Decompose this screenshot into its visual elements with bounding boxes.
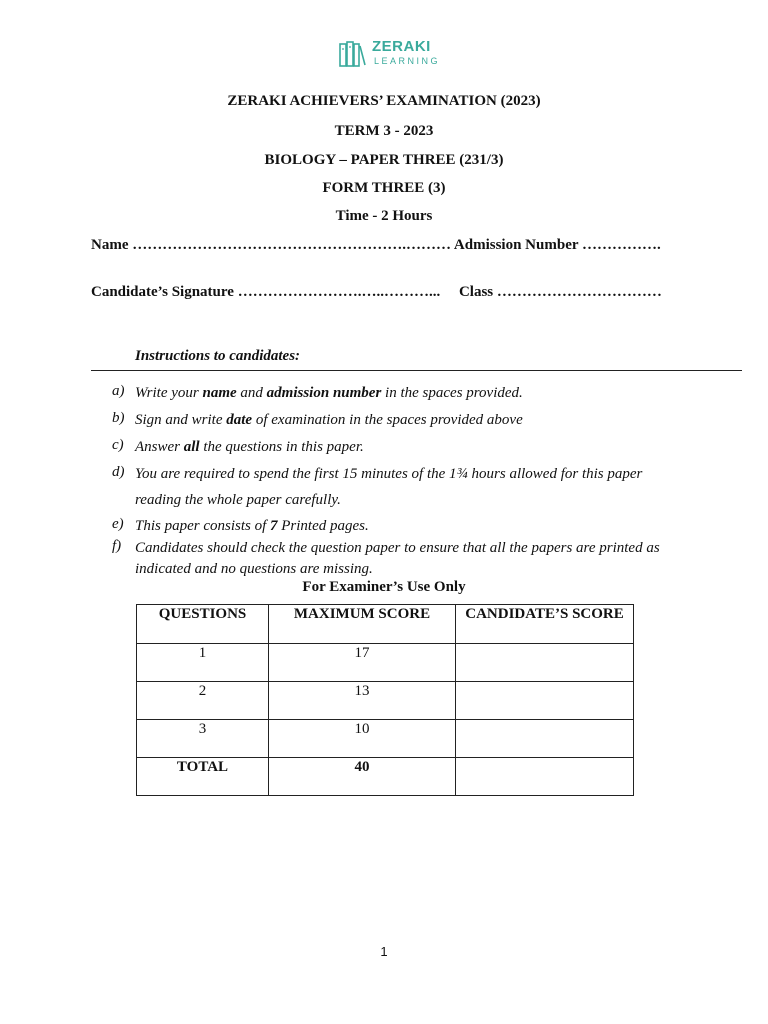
table-row — [137, 682, 634, 720]
instruction-text: Sign and write date of examination in the spaces provided above — [135, 412, 523, 428]
signature-class-field: Candidate’s Signature …………………….…..………... Class …………………………… — [91, 284, 662, 300]
instruction-label: f) — [112, 538, 122, 554]
instruction-label: b) — [112, 410, 125, 426]
books-logo-icon — [338, 40, 368, 70]
name-admission-field: Name ……………………………………………….……… Admission Number ……………. — [91, 237, 661, 253]
table-total-row — [137, 758, 634, 796]
logo-word: ZERAKI — [372, 38, 431, 55]
examiner-title: For Examiner’s Use Only — [302, 579, 466, 595]
exam-subject: BIOLOGY – PAPER THREE (231/3) — [264, 152, 504, 168]
instructions-divider — [91, 370, 742, 371]
column-header: MAXIMUM SCORE — [269, 605, 456, 644]
instruction-label: c) — [112, 437, 124, 453]
instruction-text: This paper consists of 7 Printed pages. — [135, 518, 369, 534]
instruction-text: Answer all the questions in this paper. — [135, 439, 364, 455]
question-number: 2 — [137, 682, 269, 720]
instruction-text: You are required to spend the first 15 minutes of the 1¾ hours allowed for this paper reading the whole paper carefully. — [135, 466, 643, 508]
total-max-score: 40 — [269, 758, 456, 796]
page-number: 1 — [380, 944, 388, 959]
candidate-score-cell[interactable] — [456, 682, 634, 720]
score-table — [136, 604, 634, 796]
instruction-label: a) — [112, 383, 125, 399]
exam-time: Time - 2 Hours — [335, 208, 433, 224]
column-header: QUESTIONS — [137, 605, 269, 644]
instruction-label: e) — [112, 516, 124, 532]
instruction-label: d) — [112, 464, 125, 480]
max-score: 17 — [269, 644, 456, 682]
total-candidate-score-cell[interactable] — [456, 758, 634, 796]
question-number: 1 — [137, 644, 269, 682]
max-score: 10 — [269, 720, 456, 758]
question-number: 3 — [137, 720, 269, 758]
instructions-heading: Instructions to candidates: — [135, 348, 301, 364]
logo-subtitle: LEARNING — [374, 56, 441, 66]
candidate-score-cell[interactable] — [456, 720, 634, 758]
total-label: TOTAL — [137, 758, 269, 796]
candidate-score-cell[interactable] — [456, 644, 634, 682]
column-header: CANDIDATE’S SCORE — [456, 605, 634, 644]
table-header-row — [137, 605, 634, 644]
table-row — [137, 720, 634, 758]
instruction-text: Write your name and admission number in the spaces provided. — [135, 385, 523, 401]
exam-form: FORM THREE (3) — [322, 180, 446, 196]
exam-term: TERM 3 - 2023 — [334, 123, 434, 139]
max-score: 13 — [269, 682, 456, 720]
instruction-text: Candidates should check the question paper to ensure that all the papers are printed as indicated and no questions are missing. — [135, 540, 660, 577]
table-row — [137, 644, 634, 682]
zeraki-logo — [338, 38, 448, 70]
exam-title: ZERAKI ACHIEVERS’ EXAMINATION (2023) — [227, 93, 541, 109]
